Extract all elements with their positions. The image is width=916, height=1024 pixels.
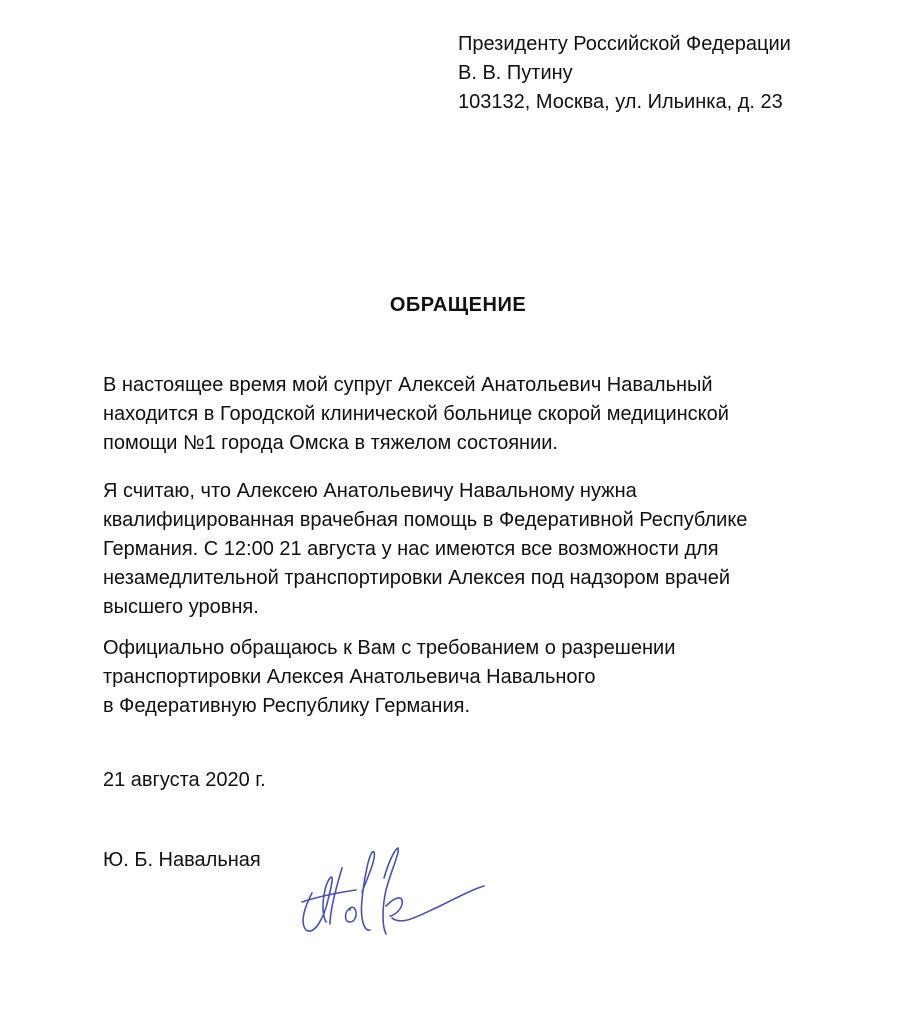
paragraph-line: незамедлительной транспортировки Алексея под надзором врачей: [103, 567, 731, 589]
document-title: ОБРАЩЕНИЕ: [389, 294, 527, 316]
paragraph-line: квалифицированная врачебная помощь в Федеративной Республике: [103, 509, 748, 531]
addressee-line: 103132, Москва, ул. Ильинка, д. 23: [458, 91, 783, 113]
paragraph-line: помощи №1 города Омска в тяжелом состоянии.: [103, 432, 558, 454]
addressee-line: Президенту Российской Федерации: [458, 33, 791, 55]
paragraph-line: транспортировки Алексея Анатольевича Навального: [103, 666, 596, 688]
paragraph-condition: [103, 371, 729, 458]
paragraph-line: Официально обращаюсь к Вам с требованием о разрешении: [103, 637, 676, 659]
addressee-block: [458, 30, 791, 117]
paragraph-line: находится в Городской клинической больнице скорой медицинской: [103, 403, 729, 425]
paragraph-line: в Федеративную Республику Германия.: [103, 695, 471, 717]
paragraph-line: В настоящее время мой супруг Алексей Анатольевич Навальный: [103, 374, 713, 396]
handwritten-signature: [290, 838, 490, 948]
document-date: 21 августа 2020 г.: [103, 769, 266, 791]
signer-name: Ю. Б. Навальная: [103, 849, 261, 871]
paragraph-line: Германия. С 12:00 21 августа у нас имеются все возможности для: [103, 538, 719, 560]
paragraph-opinion: [103, 477, 747, 622]
paragraph-line: высшего уровня.: [103, 596, 259, 618]
paragraph-line: Я считаю, что Алексею Анатольевичу Навальному нужна: [103, 480, 637, 502]
addressee-line: В. В. Путину: [458, 62, 573, 84]
paragraph-request: [103, 634, 675, 721]
